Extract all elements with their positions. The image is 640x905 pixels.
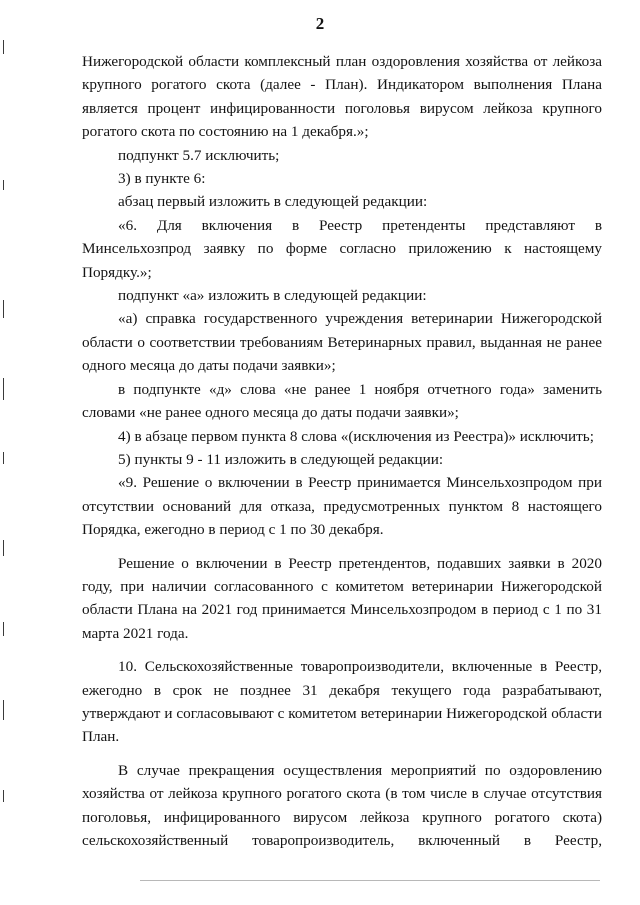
document-body <box>82 50 602 852</box>
paragraph: в подпункте «д» слова «не ранее 1 ноября отчетного года» заменить словами «не ранее одного месяца до даты подачи заявки»; <box>82 380 602 422</box>
paragraph: 10. Сельскохозяйственные товаропроизводители, включенные в Реестр, ежегодно в срок не позднее 31 декабря текущего года разрабатывают, утверждают и согласовывают с комитетом ветеринарии Нижегородской области План. <box>82 658 602 746</box>
paragraph: «9. Решение о включении в Реестр принимается Минсельхозпродом при отсутствии оснований для отказа, предусмотренных пунктом 8 настоящего Порядка, ежегодно в период с 1 по 30 декабря. <box>82 474 602 539</box>
paragraph: Решение о включении в Реестр претендентов, подавших заявки в 2020 году, при наличии согласованного с комитетом ветеринарии Нижегородской области Плана на 2021 год принимается Минсельхозпродом в период с 1 по 31 марта 2021 года. <box>82 554 602 642</box>
page-number: 2 <box>315 14 325 33</box>
paragraph: «а) справка государственного учреждения ветеринарии Нижегородской области о соответствии требованиям Ветеринарных правил, выданная не ранее одного месяца до даты подачи заявки»; <box>82 310 602 375</box>
paragraph: Нижегородской области комплексный план оздоровления хозяйства от лейкоза крупного рогатого скота (далее - План). Индикатором выполнения Плана является процент инфицированности поголовья вирусом лейкоза крупного рогатого скота по состоянию на 1 декабря.»; <box>82 53 602 141</box>
paragraph: 3) в пункте 6: <box>118 170 206 188</box>
paragraph: подпункт 5.7 исключить; <box>118 146 280 164</box>
paragraph: подпункт «а» изложить в следующей редакции: <box>118 287 427 305</box>
paragraph: 4) в абзаце первом пункта 8 слова «(исключения из Реестра)» исключить; <box>118 427 594 445</box>
paragraph: абзац первый изложить в следующей редакции: <box>118 193 428 211</box>
scan-edge-marks <box>0 0 12 905</box>
paragraph: 5) пункты 9 - 11 изложить в следующей редакции: <box>118 450 444 468</box>
scan-bottom-line <box>140 880 600 881</box>
paragraph: «6. Для включения в Реестр претенденты представляют в Минсельхозпрод заявку по форме согласно приложению к настоящему Порядку.»; <box>82 216 602 281</box>
paragraph: В случае прекращения осуществления мероприятий по оздоровлению хозяйства от лейкоза крупного рогатого скота (в том числе в случае отсутствия поголовья, инфицированного вирусом лейкоза крупного рогатого скота) сельскохозяйственный товаропроизводитель, включенный в Реестр, <box>82 761 602 849</box>
